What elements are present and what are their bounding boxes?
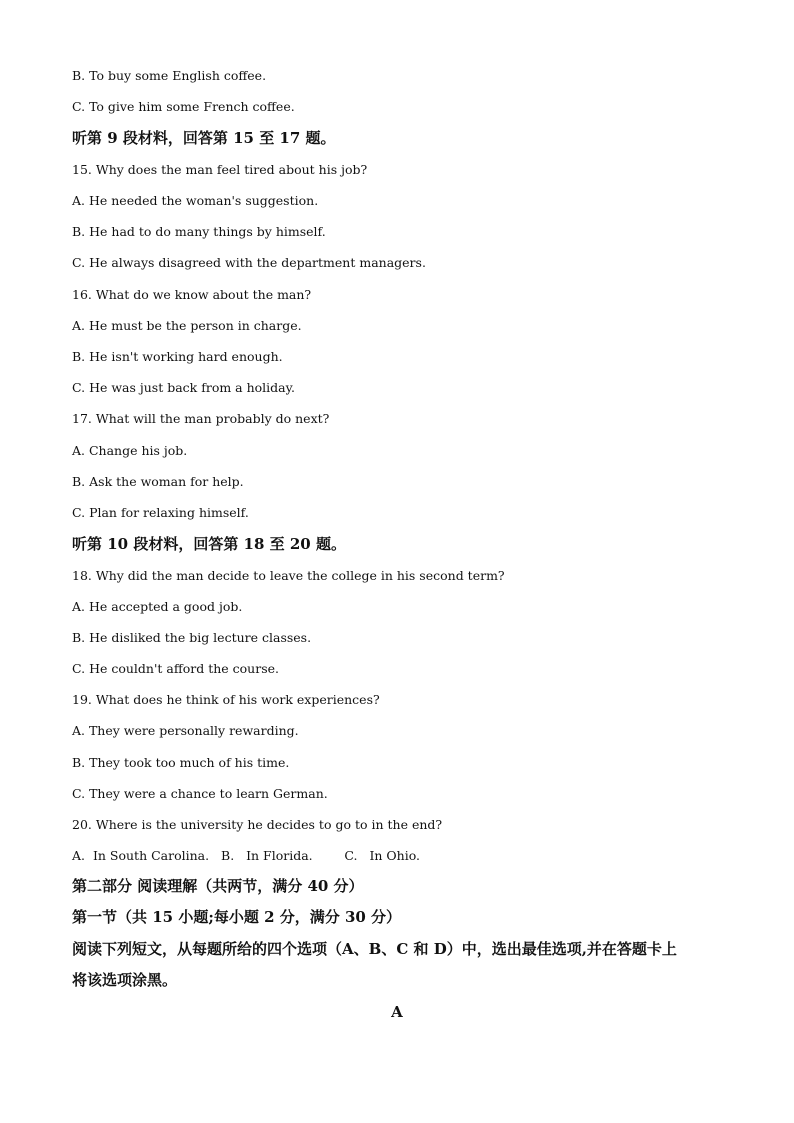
section-heading-9: 听第 9 段材料，回答第 15 至 17 题。 bbox=[72, 129, 336, 147]
question-17: 17. What will the man probably do next? bbox=[72, 411, 330, 426]
instructions-line-2: 将该选项涂黑。 bbox=[72, 971, 178, 989]
part-two-heading: 第二部分 阅读理解（共两节，满分 40 分） bbox=[72, 877, 364, 895]
q16-option-a: A. He must be the person in charge. bbox=[72, 318, 302, 333]
q15-option-b: B. He had to do many things by himself. bbox=[72, 224, 326, 239]
q18-option-c: C. He couldn't afford the course. bbox=[72, 661, 279, 676]
q16-option-b: B. He isn't working hard enough. bbox=[72, 349, 283, 364]
question-16: 16. What do we know about the man? bbox=[72, 287, 312, 302]
q18-option-a: A. He accepted a good job. bbox=[72, 599, 243, 614]
passage-label: A bbox=[391, 1003, 403, 1021]
question-15: 15. Why does the man feel tired about his job? bbox=[72, 162, 368, 177]
q15-option-a: A. He needed the woman's suggestion. bbox=[72, 193, 319, 208]
q16-option-c: C. He was just back from a holiday. bbox=[72, 380, 295, 395]
q17-option-a: A. Change his job. bbox=[72, 443, 188, 458]
q15-option-c: C. He always disagreed with the department managers. bbox=[72, 255, 426, 270]
q20-options: A. In South Carolina. B. In Florida. C. In Ohio. bbox=[72, 848, 420, 863]
q17-option-c: C. Plan for relaxing himself. bbox=[72, 505, 249, 520]
line-c-option: C. To give him some French coffee. bbox=[72, 99, 295, 114]
question-20: 20. Where is the university he decides to go to in the end? bbox=[72, 817, 443, 832]
q19-option-c: C. They were a chance to learn German. bbox=[72, 786, 328, 801]
q18-option-b: B. He disliked the big lecture classes. bbox=[72, 630, 312, 645]
q19-option-a: A. They were personally rewarding. bbox=[72, 723, 299, 738]
q17-option-b: B. Ask the woman for help. bbox=[72, 474, 244, 489]
section-heading-10: 听第 10 段材料，回答第 18 至 20 题。 bbox=[72, 535, 346, 553]
section-one-heading: 第一节（共 15 小题;每小题 2 分，满分 30 分） bbox=[72, 908, 402, 926]
q19-option-b: B. They took too much of his time. bbox=[72, 755, 290, 770]
question-19: 19. What does he think of his work experiences? bbox=[72, 692, 380, 707]
question-18: 18. Why did the man decide to leave the college in his second term? bbox=[72, 568, 505, 583]
line-b-option: B. To buy some English coffee. bbox=[72, 68, 267, 83]
instructions-line-1: 阅读下列短文，从每题所给的四个选项（A、B、C 和 D）中，选出最佳选项,并在答题卡上 bbox=[72, 940, 677, 958]
